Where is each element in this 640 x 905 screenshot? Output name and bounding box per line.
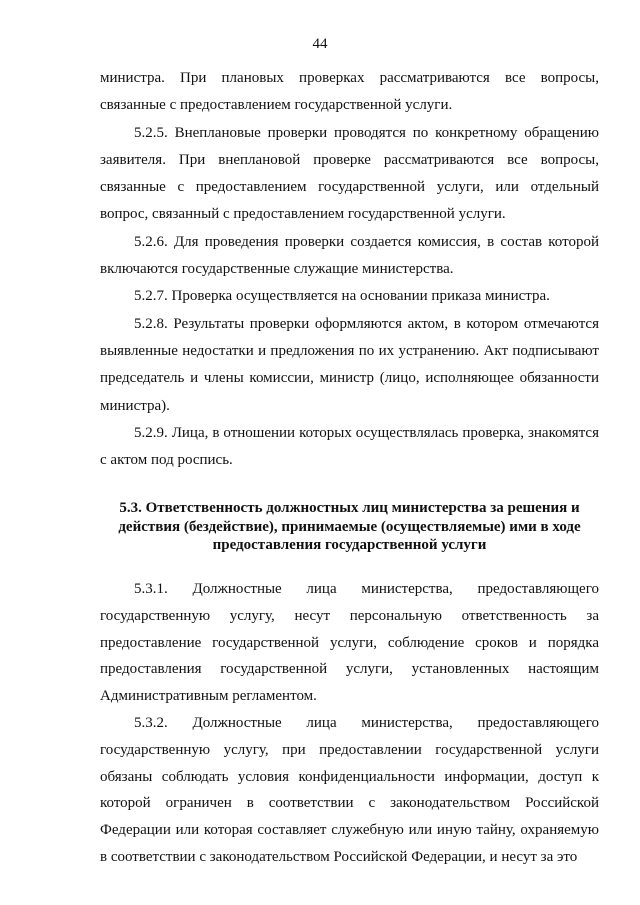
document-body bbox=[100, 65, 599, 871]
section-heading-line: предоставления государственной услуги bbox=[212, 537, 487, 554]
page-number: 44 bbox=[312, 36, 328, 52]
section-heading-line: действия (бездействие), принимаемые (осуществляемые) ими в ходе bbox=[118, 518, 581, 535]
paragraph-5-2-5: 5.2.5. Внеплановые проверки проводятся по конкретному обращению заявителя. При внеплановой проверке рассматриваются все вопросы, связанные с предоставлением государственной услуги, или отдельный вопрос, связанный с предоставлением государственной услуги. bbox=[100, 124, 599, 223]
section-heading-5-3 bbox=[100, 499, 599, 555]
paragraph-5-2-6: 5.2.6. Для проведения проверки создается комиссия, в состав которой включаются государственные служащие министерства. bbox=[100, 233, 599, 278]
paragraph-5-2-8: 5.2.8. Результаты проверки оформляются актом, в котором отмечаются выявленные недостатки и предложения по их устранению. Акт подписывают председатель и члены комиссии, министр (лицо, исполняющее обязанности министра). bbox=[100, 315, 599, 414]
paragraph-5-2-7: 5.2.7. Проверка осуществляется на основании приказа министра. bbox=[134, 288, 550, 305]
paragraph-5-2-9: 5.2.9. Лица, в отношении которых осуществлялась проверка, знакомятся с актом под роспись. bbox=[100, 424, 599, 469]
paragraph-5-3-1: 5.3.1. Должностные лица министерства, предоставляющего государственную услугу, несут персональную ответственность за предоставление государственной услуги, соблюдение сроков и порядка предоставления государственной услуги, установленных настоящим Административным регламентом. bbox=[100, 580, 599, 705]
paragraph-continuation: министра. При плановых проверках рассматриваются все вопросы, связанные с предоставлением государственной услуги. bbox=[100, 70, 599, 114]
section-heading-line: 5.3. Ответственность должностных лиц министерства за решения и bbox=[119, 500, 580, 517]
paragraph-5-3-2: 5.3.2. Должностные лица министерства, предоставляющего государственную услугу, при предоставлении государственной услуги обязаны соблюдать условия конфиденциальности информации, доступ к которой ограничен в соответствии с законодательством Российской Федерации или которая составляет служебную или иную тайну, охраняемую в соответствии с законодательством Российской Федерации, и несут за это bbox=[100, 714, 599, 865]
